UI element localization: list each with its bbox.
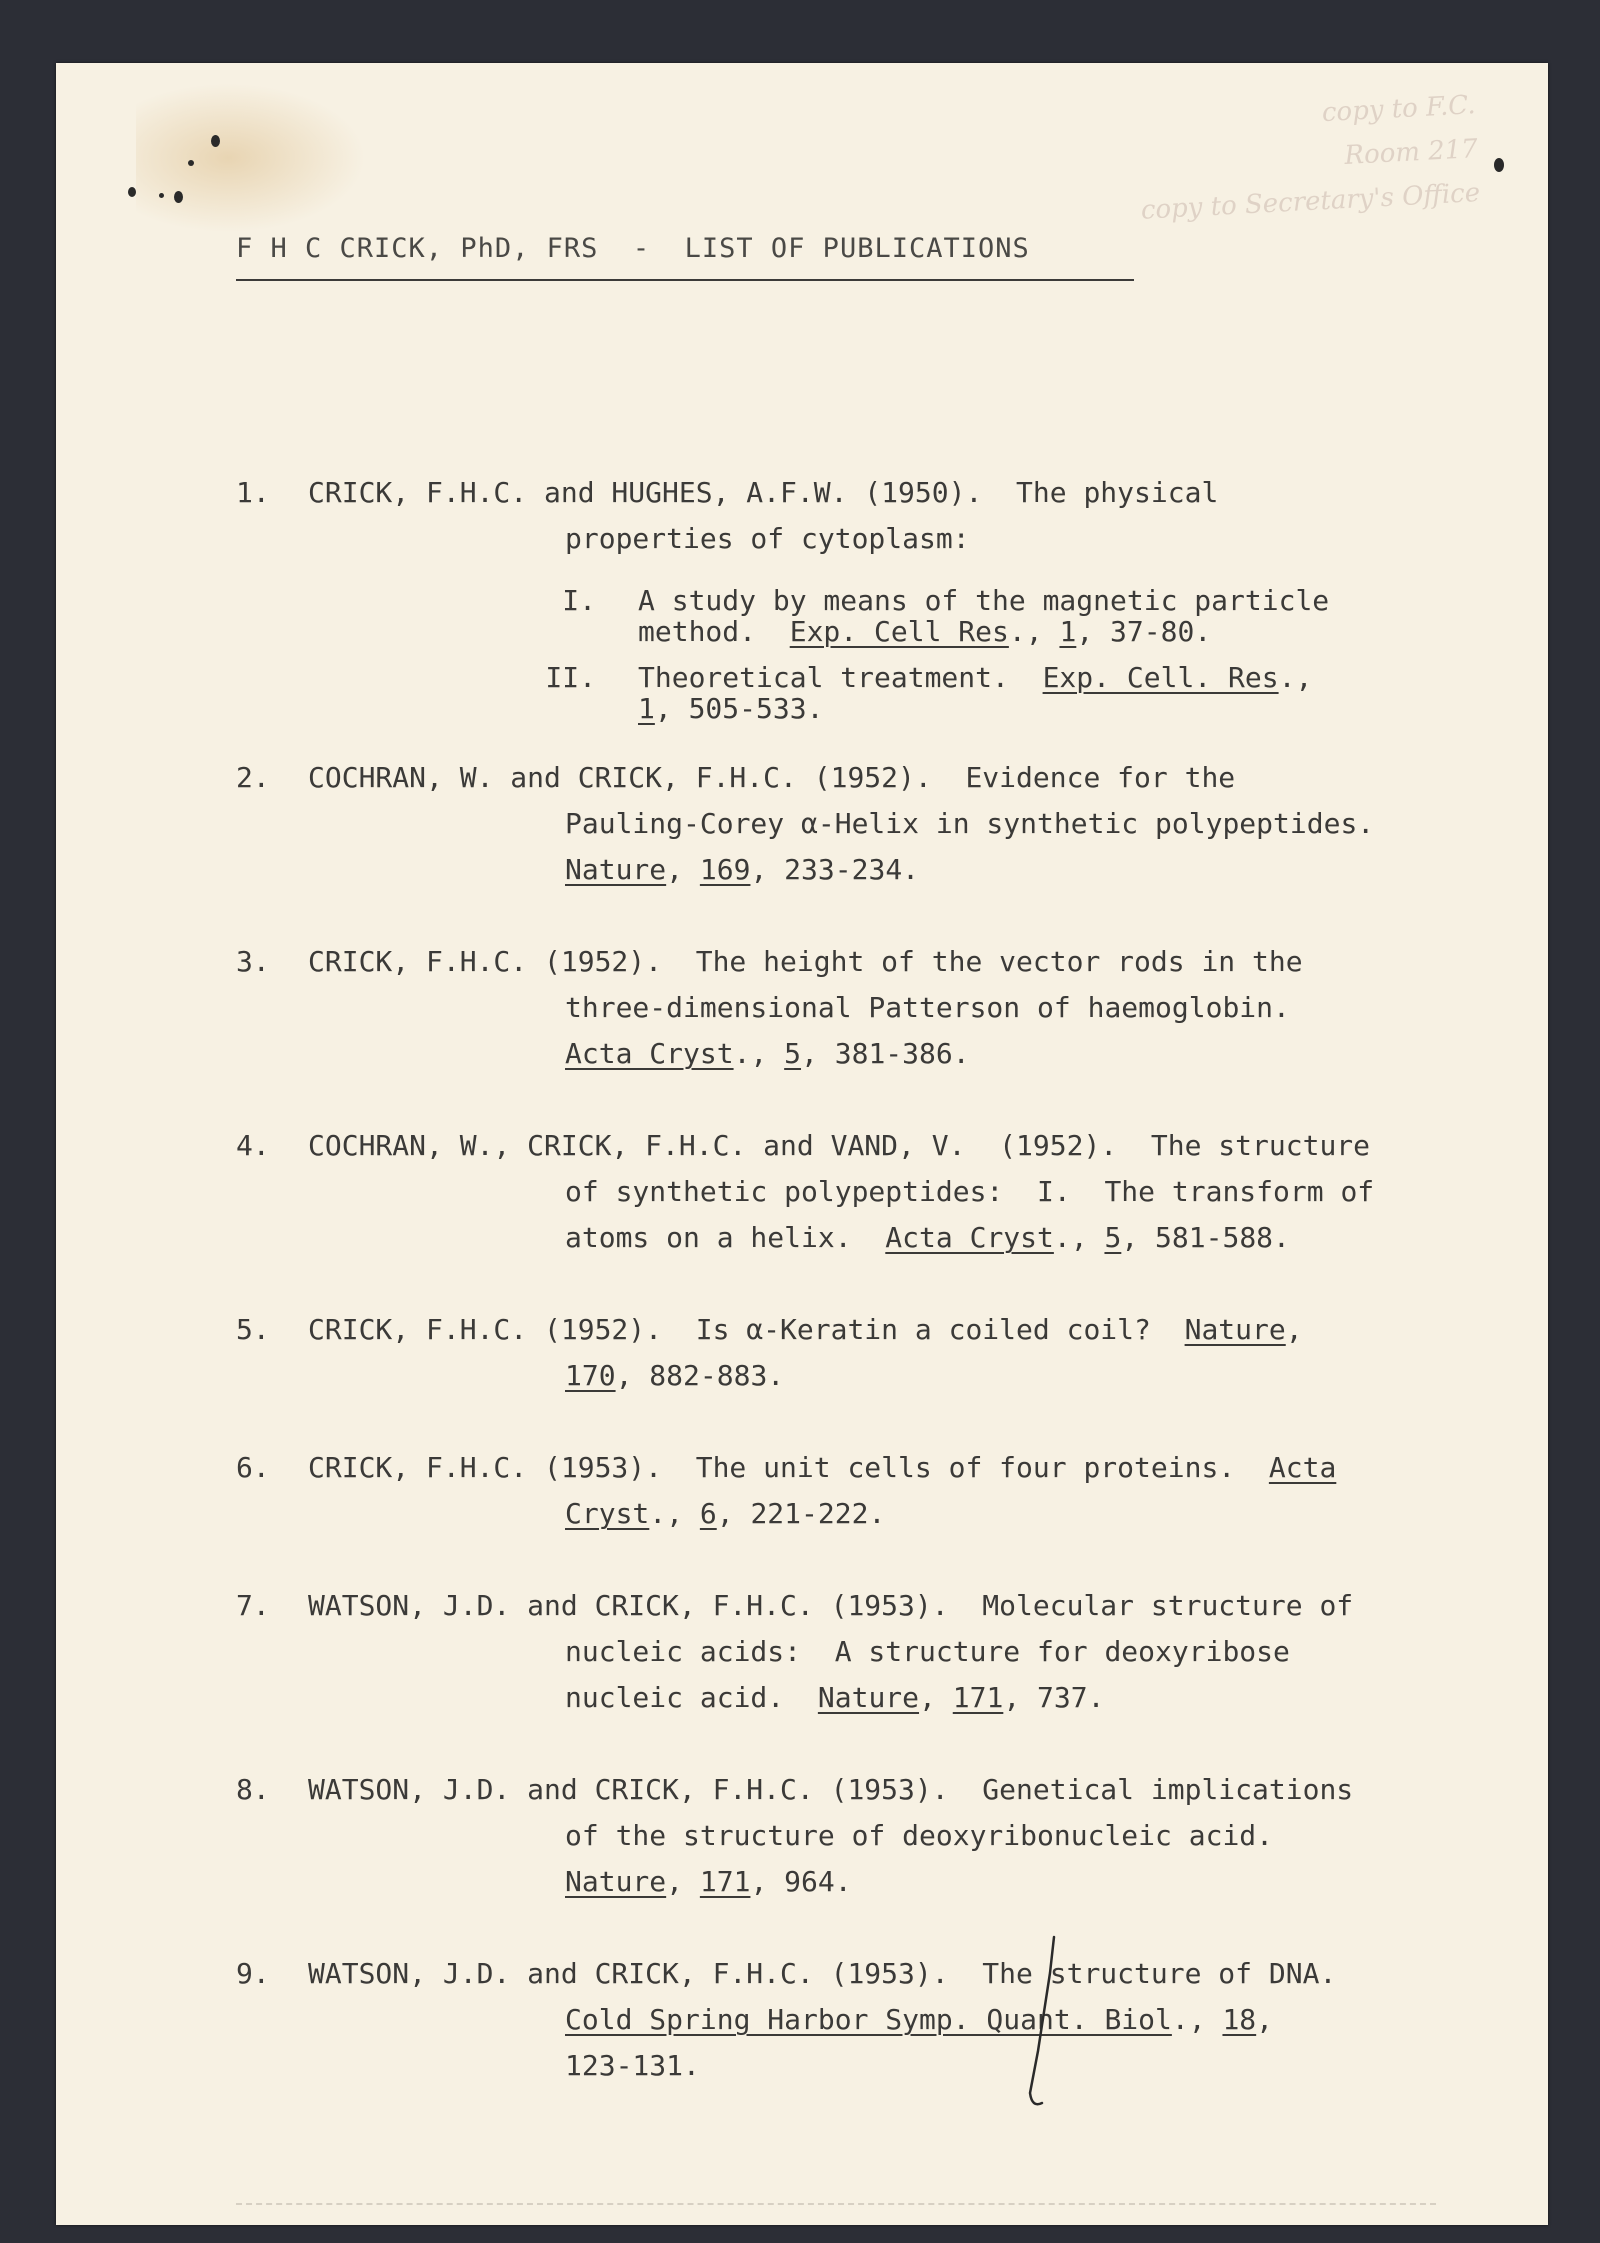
- entry-line: WATSON, J.D. and CRICK, F.H.C. (1953). Molecular structure of: [308, 1589, 1354, 1622]
- entry-line: three-dimensional Patterson of haemoglobin.: [565, 991, 1290, 1024]
- citation-text: method.: [638, 615, 790, 648]
- volume-number: 18: [1222, 2003, 1257, 2036]
- entry-citation: [308, 1307, 1303, 1353]
- entry-line: CRICK, F.H.C. (1952). The height of the vector rods in the: [308, 945, 1303, 978]
- entry-citation: [565, 1491, 885, 1537]
- entry-number: 4.: [236, 1129, 270, 1162]
- entry-citation: [565, 1997, 1273, 2043]
- entry-line: properties of cytoplasm:: [565, 522, 970, 555]
- entry-citation: [565, 1859, 852, 1905]
- entry-line: CRICK, F.H.C. and HUGHES, A.F.W. (1950). The physical: [308, 476, 1219, 509]
- punch-hole: [211, 135, 220, 147]
- entry-line: WATSON, J.D. and CRICK, F.H.C. (1953). The structure of DNA.: [308, 1957, 1337, 1990]
- entry-number: 7.: [236, 1589, 270, 1622]
- entry-citation: [565, 1031, 970, 1077]
- entry-number: 8.: [236, 1773, 270, 1806]
- entry-line: nucleic acids: A structure for deoxyribose: [565, 1635, 1290, 1668]
- entry-citation: [638, 686, 823, 732]
- document-title: F H C CRICK, PhD, FRS - LIST OF PUBLICATIONS: [236, 233, 1030, 264]
- entry-number: 6.: [236, 1451, 270, 1484]
- citation-text: CRICK, F.H.C. (1953). The unit cells of four proteins.: [308, 1451, 1269, 1484]
- entry-line: COCHRAN, W. and CRICK, F.H.C. (1952). Evidence for the: [308, 761, 1236, 794]
- page-range: , 964.: [750, 1865, 852, 1898]
- entry-citation: [308, 1445, 1336, 1491]
- page-range: , 581-588.: [1121, 1221, 1290, 1254]
- journal-name: Exp. Cell Res: [789, 615, 1009, 648]
- citation-text: .,: [1053, 1221, 1105, 1254]
- citation-text: CRICK, F.H.C. (1952). Is α-Keratin a coiled coil?: [308, 1313, 1185, 1346]
- punch-hole: [1494, 158, 1504, 172]
- page-range: , 381-386.: [801, 1037, 970, 1070]
- citation-text: Theoretical treatment.: [638, 661, 1043, 694]
- publication-entry: [236, 1951, 1337, 2225]
- entry-number: 9.: [236, 1957, 270, 1990]
- citation-text: ,: [1285, 1313, 1303, 1346]
- entry-citation: [565, 1353, 784, 1399]
- entry-line: Pauling-Corey α-Helix in synthetic polypeptides.: [565, 807, 1375, 840]
- entry-citation: [565, 847, 919, 893]
- journal-name: Cryst: [565, 1497, 650, 1530]
- entry-number: 5.: [236, 1313, 270, 1346]
- citation-text: ,: [666, 853, 700, 886]
- journal-name: Acta Cryst: [565, 1037, 734, 1070]
- volume-number: 6: [699, 1497, 717, 1530]
- volume-number: 5: [784, 1037, 802, 1070]
- entry-citation: [565, 1675, 1104, 1721]
- journal-name: Exp. Cell. Res: [1042, 661, 1279, 694]
- page-range: , 233-234.: [750, 853, 920, 886]
- punch-hole: [174, 191, 183, 203]
- citation-text: .,: [1171, 2003, 1223, 2036]
- citation-text: .,: [1008, 615, 1060, 648]
- water-stain: [136, 83, 366, 233]
- entry-line: COCHRAN, W., CRICK, F.H.C. and VAND, V. (1952). The structure: [308, 1129, 1371, 1162]
- margin-note-line: copy to F.C.: [1321, 90, 1477, 129]
- citation-text: ,: [919, 1681, 953, 1714]
- citation-text: atoms on a helix.: [565, 1221, 886, 1254]
- punch-hole: [159, 193, 164, 198]
- page-range: 123-131.: [565, 2049, 700, 2082]
- page-range: , 221-222.: [716, 1497, 886, 1530]
- entry-citation: [565, 1215, 1290, 1261]
- entry-number: 3.: [236, 945, 270, 978]
- volume-number: 170: [565, 1359, 616, 1392]
- part-numeral: I.: [562, 584, 596, 617]
- citation-text: .,: [649, 1497, 700, 1530]
- citation-text: ,: [1256, 2003, 1274, 2036]
- volume-number: 171: [952, 1681, 1004, 1714]
- paper-sheet: [56, 63, 1548, 2225]
- citation-text: nucleic acid.: [565, 1681, 818, 1714]
- entry-citation: [638, 609, 1211, 655]
- citation-text: ,: [666, 1865, 700, 1898]
- page-range: , 882-883.: [615, 1359, 785, 1392]
- volume-number: 5: [1104, 1221, 1122, 1254]
- entry-number: 1.: [236, 476, 270, 509]
- volume-number: 169: [699, 853, 751, 886]
- page-range: , 505-533.: [654, 692, 824, 725]
- margin-note: [1095, 83, 1481, 235]
- margin-note-line: Room 217: [1343, 134, 1479, 172]
- volume-number: 1: [638, 692, 655, 725]
- journal-name: Acta: [1268, 1451, 1337, 1484]
- bottom-divider: [236, 2203, 1436, 2206]
- handwritten-bracket-mark: [1024, 1933, 1064, 2113]
- journal-name: Nature: [565, 1865, 667, 1898]
- volume-number: 1: [1059, 615, 1077, 648]
- margin-note-line: copy to Secretary's Office: [1140, 178, 1481, 226]
- entry-line: of synthetic polypeptides: I. The transform of: [565, 1175, 1375, 1208]
- journal-name: Nature: [817, 1681, 920, 1714]
- part-numeral: II.: [545, 661, 596, 694]
- entry-line: of the structure of deoxyribonucleic acid.: [565, 1819, 1274, 1852]
- punch-hole: [188, 160, 194, 166]
- journal-name: Nature: [1184, 1313, 1286, 1346]
- entry-number: 2.: [236, 761, 270, 794]
- journal-name: Nature: [565, 853, 667, 886]
- page-range: , 37-80.: [1076, 615, 1212, 648]
- entry-line: A study by means of the magnetic particle: [638, 584, 1330, 617]
- citation-text: .,: [1278, 661, 1313, 694]
- journal-name: Cold Spring Harbor Symp. Quant. Biol: [565, 2003, 1172, 2036]
- journal-name: Acta Cryst: [885, 1221, 1054, 1254]
- title-underline: [236, 279, 1134, 281]
- entry-line: WATSON, J.D. and CRICK, F.H.C. (1953). Genetical implications: [308, 1773, 1354, 1806]
- volume-number: 171: [699, 1865, 751, 1898]
- punch-hole: [128, 187, 136, 197]
- page-range: , 737.: [1003, 1681, 1105, 1714]
- citation-text: .,: [733, 1037, 785, 1070]
